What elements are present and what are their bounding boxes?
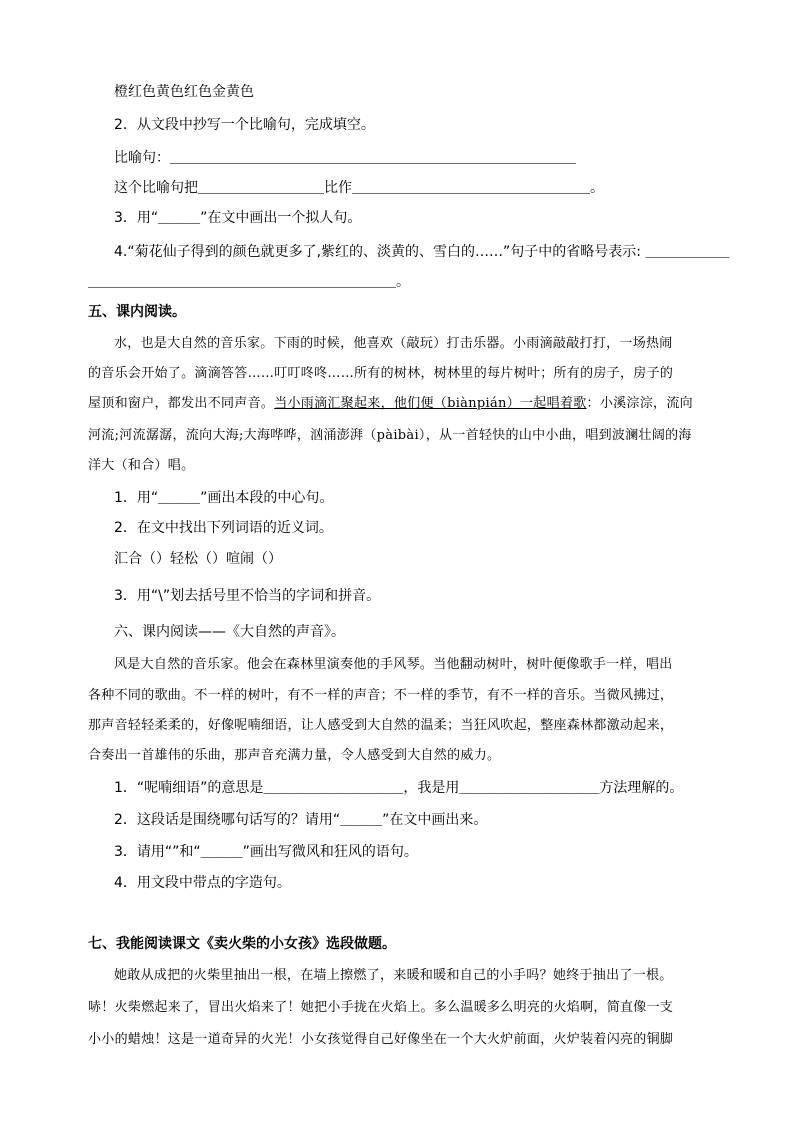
- section7-title: 七、我能阅读课文《卖火柴的小女孩》选段做题。: [88, 936, 396, 952]
- section6-paragraph-line: 各种不同的歌曲。不一样的树叶，有不一样的声音；不一样的季节，有不一样的音乐。当微风拂过，: [88, 688, 674, 703]
- section6-paragraph-line: 合奏出一首雄伟的乐曲，那声音充满力量，令人感受到大自然的威力。: [88, 748, 501, 763]
- section5-q3: 3．用“\”划去括号里不恰当的字词和拼音。: [114, 588, 381, 604]
- section5-paragraph-line: 水，也是大自然的音乐家。下雨的时候，他喜欢（敲玩）打击乐器。小雨滴敲敲打打，一场热闹: [114, 336, 673, 351]
- section5-paragraph-line: [88, 394, 693, 414]
- section5-paragraph-line: 河流;河流潺潺，流向大海;大海哗哗，汹涌澎湃（pàibài），从一首轻快的山中小曲，唱到波澜壮阔的海: [88, 428, 692, 443]
- q4-blank: ＿＿＿＿＿＿＿＿＿＿＿＿＿＿＿＿＿＿＿＿＿＿。: [88, 274, 410, 290]
- section5-underlined-sentence: 当小雨滴汇聚起来，他们便（biànpián）一起唱着歌: [274, 396, 587, 411]
- section5-q2-words: 汇合（）轻松（）喧闹（）: [114, 551, 282, 567]
- section5-title: 五、课内阅读。: [88, 304, 186, 320]
- colors-line: 橙红色黄色红色金黄色: [114, 84, 254, 100]
- section6-title: 六、课内阅读——《大自然的声音》。: [114, 624, 345, 640]
- section6-paragraph-line: 那声音轻轻柔柔的，好像呢喃细语，让人感受到大自然的温柔；当狂风吹起，整座森林都激动起来，: [88, 718, 674, 733]
- q2-question: 2．从文段中抄写一个比喻句，完成填空。: [114, 117, 375, 133]
- q2-simile-blank: 比喻句：＿＿＿＿＿＿＿＿＿＿＿＿＿＿＿＿＿＿＿＿＿＿＿＿＿＿＿＿＿: [114, 150, 576, 166]
- section6-q1: 1．“呢喃细语”的意思是＿＿＿＿＿＿＿＿＿＿，我是用＿＿＿＿＿＿＿＿＿＿方法理解的。: [114, 780, 684, 796]
- section6-q3: 3．请用“”和“＿＿＿”画出写微风和狂风的语句。: [114, 844, 418, 860]
- q4-question: 4.“菊花仙子得到的颜色就更多了,紫红的、淡黄的、雪白的……”句子中的省略号表示: ＿＿＿＿＿＿: [114, 244, 730, 260]
- section7-paragraph-line: 哧！火柴燃起来了，冒出火焰来了！她把小手拢在火焰上。多么温暖多么明亮的火焰啊，简直像一支: [88, 1000, 674, 1015]
- q2-compare-blank: 这个比喻句把＿＿＿＿＿＿＿＿＿比作＿＿＿＿＿＿＿＿＿＿＿＿＿＿＿＿＿。: [114, 180, 604, 196]
- section5-text: ：小溪淙淙，流向: [586, 396, 693, 411]
- section5-q1: 1．用“＿＿＿”画出本段的中心句。: [114, 490, 334, 506]
- section5-q2: 2．在文中找出下列词语的近义词。: [114, 520, 333, 536]
- section5-paragraph-line: 洋大（和合）唱。: [88, 458, 195, 473]
- q3-question: 3．用“＿＿＿”在文中画出一个拟人句。: [114, 210, 362, 226]
- section6-q4: 4．用文段中带点的字造句。: [114, 875, 291, 891]
- section7-paragraph-line: 她敢从成把的火柴里抽出一根，在墙上擦燃了，来暖和暖和自己的小手吗？她终于抽出了一根。: [114, 968, 673, 983]
- section7-paragraph-line: 小小的蜡烛！这是一道奇异的火光！小女孩觉得自己好像坐在一个大火炉前面，火炉装着闪亮的铜脚: [88, 1032, 674, 1047]
- section5-text: 屋顶和窗户，都发出不同声音。: [88, 396, 275, 411]
- section5-paragraph-line: 的音乐会开始了。滴滴答答……叮叮咚咚……所有的树林，树林里的每片树叶；所有的房子，房子的: [88, 366, 674, 381]
- section6-paragraph-line: 风是大自然的音乐家。他会在森林里演奏他的手风琴。当他翻动树叶，树叶便像歌手一样，唱出: [114, 657, 673, 672]
- section6-q2: 2．这段话是围绕哪句话写的？请用“＿＿＿”在文中画出来。: [114, 812, 488, 828]
